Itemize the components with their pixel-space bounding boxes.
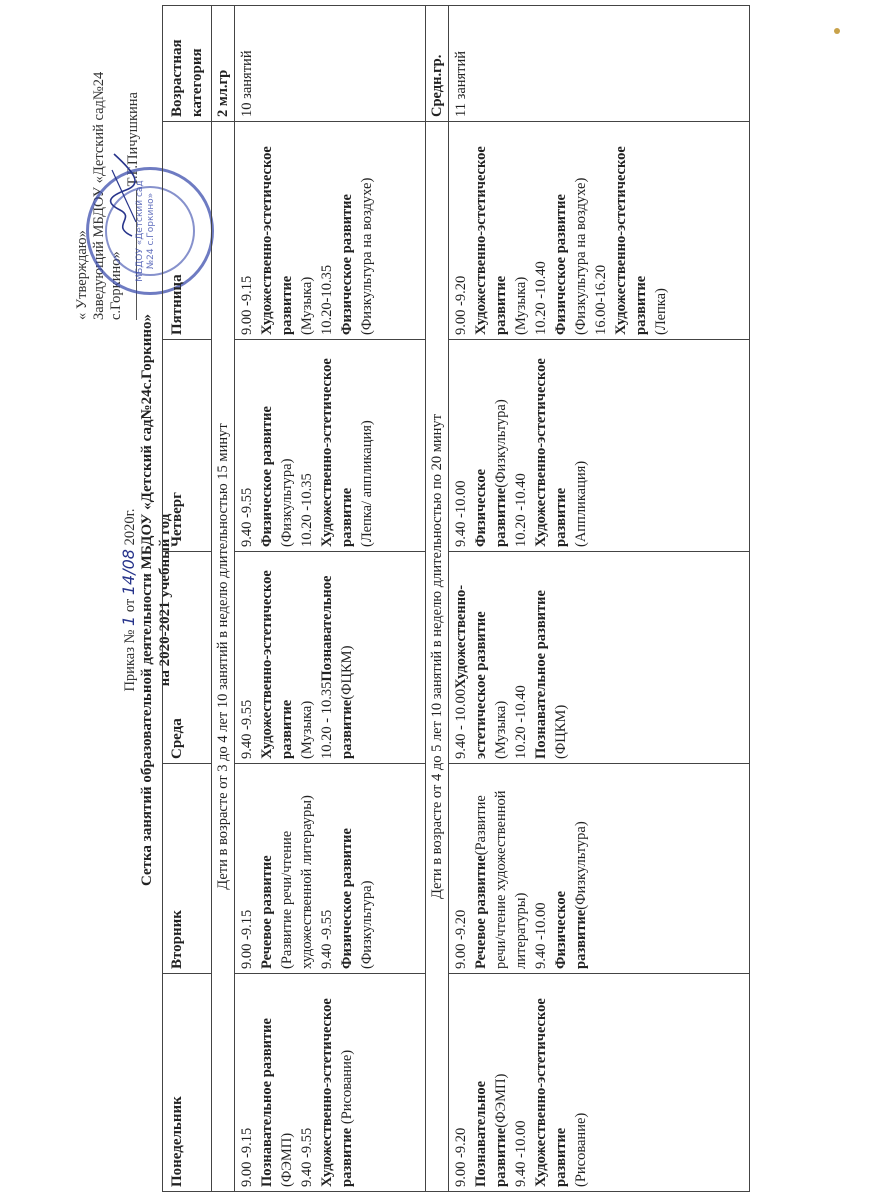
header-thursday: Четверг (163, 340, 212, 552)
stamp-text: МБДОУ «Детский сад №24 с.Горкино» (135, 180, 156, 282)
g2-mon-subject-2: Художественно-эстетическое развитие (533, 998, 569, 1187)
g1-mon-detail-1: (ФЭМП) (279, 1132, 295, 1187)
header-monday: Понедельник (163, 974, 212, 1192)
g2-tue-time-2: 9.40 -10.00 (533, 902, 549, 969)
g2-wed-subject-2: Познавательное развитие (533, 590, 549, 759)
g1-mon-subject-2: Художественно-эстетическое развитие (319, 998, 355, 1187)
g1-tue-time-1: 9.00 -9.15 (239, 909, 255, 969)
approval-signer: Т.Г.Пичушкина (125, 92, 141, 187)
schedule-table (162, 5, 750, 1192)
g2-fri-time-1: 9.00 -9.20 (453, 275, 469, 335)
g2-mon-time-2: 9.40 -10.00 (513, 1120, 529, 1187)
approval-line-2: Заведующий МБДОУ «Детский сад№24 (91, 71, 107, 320)
g1-mon-time-2: 9.40 -9.55 (299, 1127, 315, 1187)
g1-thu-subject-1: Физическое развитие (259, 406, 275, 547)
g1-wed-detail-1: (Музыка) (299, 700, 315, 759)
g2-fri-detail-3: (Лепка) (653, 288, 669, 335)
group2-category: Средн.гр. (426, 6, 449, 122)
g1-wed-time-2: 10.20 - 10.35 (319, 681, 335, 759)
g1-thu-subject-2: Художественно-эстетическое развитие (319, 358, 355, 547)
g1-wed-subject-2: Познавательное развитие (319, 575, 355, 759)
g2-tue-detail-2: (Физкультура) (573, 821, 589, 910)
group2-band: Дети в возрасте от 4 до 5 лет 10 занятий в неделю длительностью по 20 минут (426, 122, 449, 1192)
group1-thursday (235, 340, 426, 552)
g1-mon-detail-2: (Рисование) (339, 1049, 355, 1125)
g2-fri-subject-1: Художественно-эстетическое развитие (473, 146, 509, 335)
group1-row (235, 6, 426, 1192)
g2-thu-subject-2: Художественно-эстетическое развитие (533, 358, 569, 547)
group2-friday (449, 122, 750, 340)
g2-thu-time-1: 9.40 -10.00 (453, 480, 469, 547)
g2-thu-subject-1: Физическое развитие (473, 468, 509, 547)
order-from: от (122, 598, 138, 613)
g1-thu-detail-1: (Физкультура) (279, 458, 295, 547)
g2-wed-time-1: 9.40 - 10.00 (453, 688, 469, 759)
g2-tue-detail-1: (Развитие речи/чтение художественной литературы) (473, 790, 529, 969)
g2-fri-detail-2: (Физкультура на воздухе) (573, 177, 589, 335)
group2-count: 11 занятий (453, 50, 469, 117)
g1-wed-detail-2: (ФЦКМ) (339, 645, 355, 700)
g1-wed-time-1: 9.40 -9.55 (239, 699, 255, 759)
group2-band-row (426, 6, 449, 1192)
paper-speck (834, 28, 840, 34)
g1-fri-subject-2: Физическое развитие (339, 194, 355, 335)
g2-tue-subject-1: Речевое развитие (473, 855, 489, 969)
g2-mon-detail-2: (Рисование) (573, 1112, 589, 1187)
g2-thu-time-2: 10.20 -10.40 (513, 473, 529, 547)
group2-tuesday (449, 764, 750, 974)
g2-fri-subject-2: Физическое развитие (553, 194, 569, 335)
title-line-1: Сетка занятий образовательной деятельности МБДОУ «Детский сад№24с.Горкино» (139, 313, 155, 887)
g1-thu-time-2: 10.20 -10.35 (299, 473, 315, 547)
header-friday: Пятница (163, 122, 212, 340)
group1-category: 2 мл.гр (212, 6, 235, 122)
g1-tue-detail-2: (Физкультура) (359, 880, 375, 969)
g2-mon-subject-1: Познавательное развитие (473, 1080, 509, 1187)
group1-band-row (212, 6, 235, 1192)
order-line (120, 0, 139, 1200)
order-year: 2020г. (122, 508, 138, 546)
g1-tue-time-2: 9.40 -9.55 (319, 909, 335, 969)
group1-band: Дети в возрасте от 3 до 4 лет 10 занятий в неделю длительностью 15 минут (212, 122, 235, 1192)
approval-line-3: с.Горкино» (108, 251, 124, 320)
g2-tue-subject-2: Физическое развитие (553, 890, 589, 969)
group2-thursday (449, 340, 750, 552)
g2-wed-detail-2: (ФЦКМ) (553, 704, 569, 759)
header-tuesday: Вторник (163, 764, 212, 974)
group1-wednesday (235, 552, 426, 764)
group2-count-cell (449, 6, 750, 122)
g1-fri-detail-2: (Физкультура на воздухе) (359, 177, 375, 335)
g1-mon-time-1: 9.00 -9.15 (239, 1127, 255, 1187)
group1-count: 10 занятий (239, 50, 255, 117)
group1-count-cell (235, 6, 426, 122)
g2-wed-time-2: 10.20 -10.40 (513, 685, 529, 759)
g2-thu-detail-2: (Аппликация) (573, 460, 589, 547)
g2-fri-subject-3: Художественно-эстетическое развитие (613, 146, 649, 335)
group1-friday (235, 122, 426, 340)
approval-line-1: « Утверждаю» (74, 230, 90, 320)
header-wednesday: Среда (163, 552, 212, 764)
g1-fri-time-2: 10.20-10.35 (319, 264, 335, 335)
g2-wed-detail-1: (Музыка) (493, 700, 509, 759)
g1-tue-subject-1: Речевое развитие (259, 855, 275, 969)
g1-tue-detail-1: (Развитие речи/чтение художественной литерауры) (279, 795, 315, 969)
g1-tue-subject-2: Физическое развитие (339, 828, 355, 969)
g2-thu-detail-1: (Физкультура) (493, 399, 509, 488)
group1-monday (235, 974, 426, 1192)
g2-wed-subject-1: Художественно-эстетическое развитие (453, 584, 489, 759)
g2-tue-time-1: 9.00 -9.20 (453, 909, 469, 969)
g1-thu-detail-2: (Лепка/ аппликация) (359, 420, 375, 547)
g2-mon-detail-1: (ФЭМП) (493, 1073, 509, 1128)
g1-fri-detail-1: (Музыка) (299, 276, 315, 335)
group2-monday (449, 974, 750, 1192)
g2-fri-time-3: 16.00-16.20 (593, 264, 609, 335)
group2-wednesday (449, 552, 750, 764)
g2-fri-time-2: 10.20 -10.40 (533, 261, 549, 335)
header-age-category: Возрастная категория (163, 6, 212, 122)
g2-fri-detail-1: (Музыка) (513, 276, 529, 335)
g1-wed-subject-1: Художественно-эстетическое развитие (259, 570, 295, 759)
g1-fri-time-1: 9.00 -9.15 (239, 275, 255, 335)
g2-mon-time-1: 9.00 -9.20 (453, 1127, 469, 1187)
header-row (163, 6, 212, 1192)
group1-tuesday (235, 764, 426, 974)
order-number: 1 (119, 615, 138, 626)
g1-thu-time-1: 9.40 -9.55 (239, 487, 255, 547)
order-prefix: Приказ № (122, 629, 138, 692)
group2-row (449, 6, 750, 1192)
order-date: 14/08 (119, 549, 138, 596)
g1-fri-subject-1: Художественно-эстетическое развитие (259, 146, 295, 335)
g1-mon-subject-1: Познавательное развитие (259, 1018, 275, 1187)
title-line-2: на 2020-2021 учебный год (157, 513, 173, 687)
